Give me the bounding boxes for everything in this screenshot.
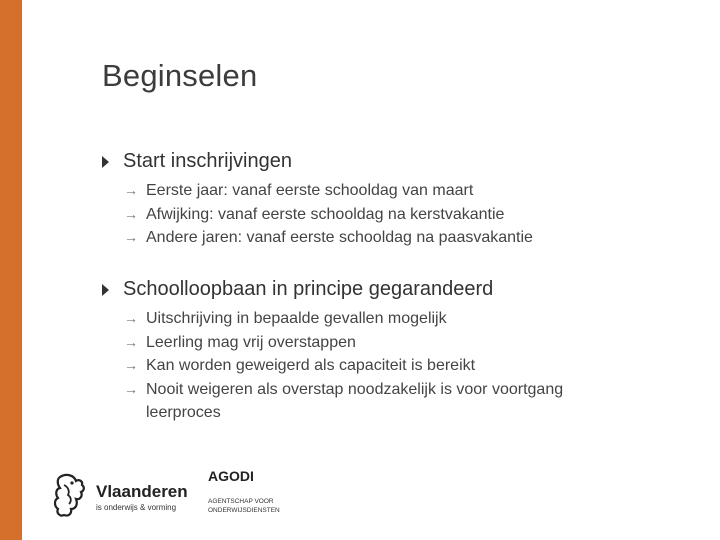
arrow-right-icon: →	[124, 333, 138, 350]
list-item: → Leerling mag vrij overstappen	[124, 331, 626, 355]
flemish-lion-icon	[52, 473, 88, 519]
triangle-bullet-icon	[102, 156, 109, 168]
arrow-right-icon: →	[124, 182, 138, 198]
arrow-right-icon: →	[124, 357, 138, 373]
slide-title: Beginselen	[102, 58, 258, 93]
accent-bar	[0, 0, 22, 540]
list-item: → Kan worden geweigerd als capaciteit is bereikt	[124, 354, 626, 378]
sub-list	[102, 179, 626, 250]
arrow-right-icon: →	[124, 380, 138, 397]
section-schoolloopbaan	[102, 278, 626, 425]
section-start-inschrijvingen	[102, 150, 626, 250]
triangle-bullet-icon	[102, 284, 109, 296]
arrow-right-icon: →	[124, 205, 138, 222]
arrow-right-icon: →	[124, 310, 138, 326]
vlaanderen-name: Vlaanderen	[96, 482, 188, 501]
list-item: → Andere jaren: vanaf eerste schooldag na paasvakantie	[124, 226, 626, 250]
agodi-subtitle: AGENTSCHAP VOOR ONDERWIJSDIENSTEN	[208, 498, 280, 514]
vlaanderen-tagline: is onderwijs & vorming	[96, 503, 177, 512]
list-item: → Uitschrijving in bepaalde gevallen mogelijk	[124, 307, 626, 331]
list-item: → Afwijking: vanaf eerste schooldag na kerstvakantie	[124, 203, 626, 227]
list-item: → Nooit weigeren als overstap noodzakelijk is voor voortgang leerproces	[124, 378, 626, 425]
sub-list	[102, 307, 626, 425]
footer-logos	[52, 468, 312, 528]
section-heading: Start inschrijvingen	[123, 150, 292, 172]
list-item: → Eerste jaar: vanaf eerste schooldag van maart	[124, 179, 626, 203]
section-heading: Schoolloopbaan in principe gegarandeerd	[123, 278, 494, 300]
agodi-name: AGODI	[208, 468, 254, 484]
arrow-right-icon: →	[124, 229, 138, 245]
